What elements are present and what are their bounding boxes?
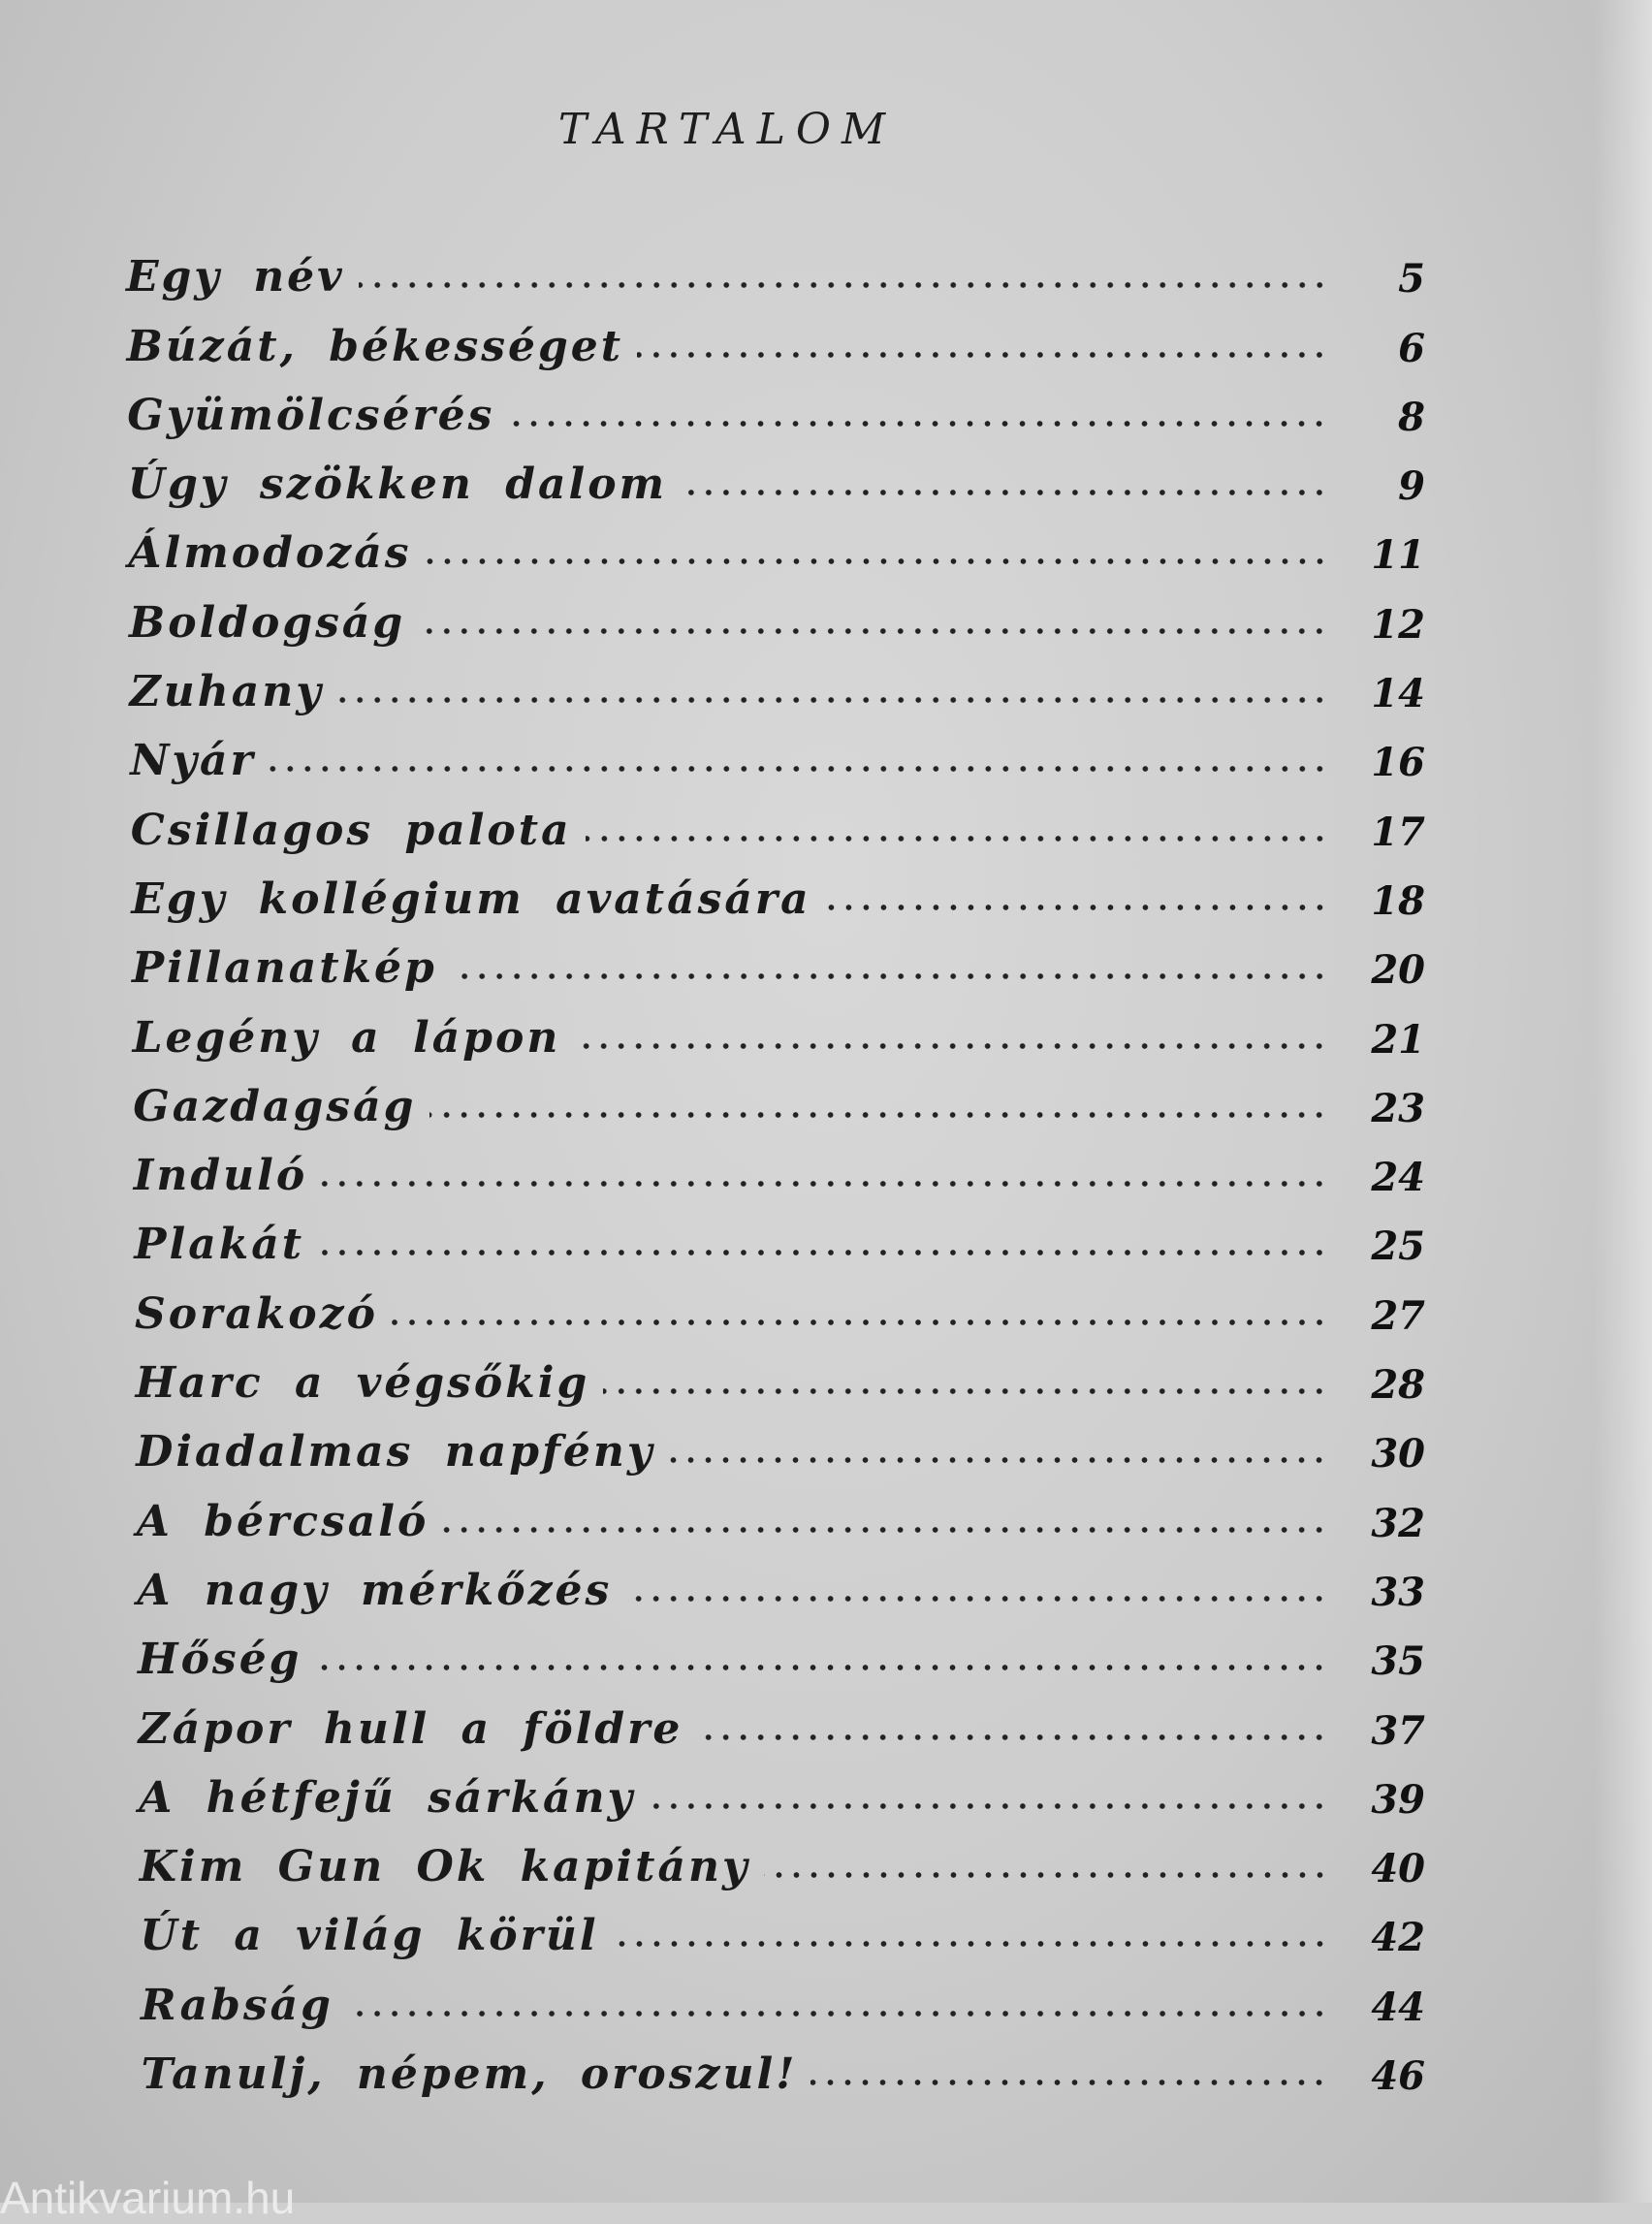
toc-entry-title: Csillagos palota <box>130 805 572 855</box>
dot-leader <box>625 1594 1328 1604</box>
dot-leader <box>603 1386 1328 1396</box>
toc-entry-page-number: 32 <box>1371 1500 1425 1546</box>
dot-leader <box>426 556 1328 566</box>
toc-entry-page-number: 6 <box>1398 325 1425 371</box>
dot-leader <box>764 1870 1328 1880</box>
toc-entry-title: Sorakozó <box>135 1288 378 1339</box>
toc-entry-title: Pillanatkép <box>132 943 437 994</box>
toc-entry-title: Rabság <box>141 1980 334 2030</box>
toc-entry-title: Út a világ körül <box>140 1911 599 1961</box>
toc-entry <box>126 855 1425 924</box>
toc-entry-title: Legény a lápon <box>132 1012 561 1063</box>
toc-entry-page-number: 17 <box>1371 809 1425 855</box>
toc-entry <box>126 371 1425 440</box>
dot-leader <box>270 764 1328 774</box>
toc-entry-title: Tanulj, népem, oroszul! <box>141 2049 798 2100</box>
toc-entry-page-number: 37 <box>1371 1707 1425 1754</box>
dot-leader <box>810 2078 1328 2087</box>
toc-entry <box>126 233 1425 302</box>
toc-entry <box>126 1063 1425 1131</box>
toc-entry <box>126 1200 1425 1269</box>
toc-entry-title: Hőség <box>138 1635 302 1685</box>
toc-entry <box>126 1477 1425 1545</box>
toc-entry-page-number: 8 <box>1398 394 1425 440</box>
toc-entry-page-number: 39 <box>1371 1776 1425 1823</box>
toc-entry-title: A hétfejű sárkány <box>139 1772 636 1823</box>
toc-entry-page-number: 16 <box>1371 740 1425 786</box>
dot-leader <box>429 1110 1328 1120</box>
toc-entry-title: Plakát <box>134 1220 305 1270</box>
toc-entry-page-number: 28 <box>1371 1362 1425 1409</box>
toc-entry-title: Boldogság <box>129 597 406 648</box>
toc-entry-page-number: 25 <box>1371 1223 1425 1270</box>
toc-entry-page-number: 40 <box>1371 1846 1425 1892</box>
toc-entry-page-number: 23 <box>1371 1085 1425 1131</box>
dot-leader <box>359 280 1328 290</box>
toc-entry-title: Zápor hull a földre <box>138 1703 683 1754</box>
toc-entry-title: Úgy szökken dalom <box>127 460 668 510</box>
toc-entry-page-number: 33 <box>1371 1569 1425 1615</box>
toc-entry <box>126 1823 1425 1891</box>
dot-leader <box>419 626 1328 636</box>
toc-entry-page-number: 30 <box>1371 1431 1425 1477</box>
toc-entry-page-number: 12 <box>1371 601 1425 648</box>
dot-leader <box>451 971 1328 981</box>
dot-leader <box>318 1248 1328 1257</box>
toc-entry-title: Induló <box>133 1151 308 1201</box>
toc-entry-page-number: 14 <box>1371 671 1425 717</box>
toc-entry <box>126 993 1425 1062</box>
toc-entry <box>126 1339 1425 1408</box>
dot-leader <box>613 1939 1328 1949</box>
toc-entry-page-number: 18 <box>1371 877 1425 924</box>
dot-leader <box>321 1179 1328 1189</box>
dot-leader <box>508 419 1328 429</box>
toc-entry-title: Búzát, békességet <box>126 321 624 371</box>
dot-leader <box>347 2009 1328 2018</box>
toc-entry-title: Harc a végsőkig <box>135 1358 590 1409</box>
toc-entry <box>126 578 1425 647</box>
toc-entry-page-number: 46 <box>1371 2053 1425 2100</box>
dot-leader <box>681 488 1328 497</box>
toc-entry <box>126 1754 1425 1823</box>
table-of-contents <box>126 233 1425 2099</box>
toc-entry-title: Egy név <box>126 252 345 302</box>
dot-leader <box>825 903 1328 912</box>
toc-entry-page-number: 27 <box>1371 1292 1425 1339</box>
toc-entry <box>126 716 1425 785</box>
toc-entry-page-number: 44 <box>1371 1984 1425 2030</box>
dot-leader <box>574 1041 1328 1051</box>
toc-entry-page-number: 42 <box>1371 1915 1425 1961</box>
toc-entry <box>126 1408 1425 1477</box>
toc-entry <box>126 1615 1425 1684</box>
toc-entry <box>126 1269 1425 1338</box>
toc-entry <box>126 1684 1425 1753</box>
toc-entry-page-number: 5 <box>1398 256 1425 302</box>
toc-entry <box>126 302 1425 370</box>
toc-entry-title: Gyümölcsérés <box>127 390 495 440</box>
toc-entry-title: Egy kollégium avatására <box>131 874 811 924</box>
toc-entry-title: Kim Gun Ok kapitány <box>139 1842 750 1892</box>
toc-entry <box>126 1546 1425 1615</box>
watermark: Antikvarium.hu <box>0 2173 296 2223</box>
toc-entry-title: Nyár <box>130 736 256 786</box>
toc-entry-title: Álmodozás <box>128 528 412 579</box>
dot-leader <box>586 834 1328 843</box>
dot-leader <box>637 350 1328 360</box>
dot-leader <box>668 1455 1328 1465</box>
toc-entry-page-number: 21 <box>1371 1016 1425 1063</box>
toc-entry <box>126 1960 1425 2029</box>
dot-leader <box>696 1732 1328 1742</box>
toc-entry-page-number: 35 <box>1371 1638 1425 1685</box>
toc-entry-title: A bércsaló <box>136 1496 429 1546</box>
toc-entry-page-number: 20 <box>1371 947 1425 994</box>
toc-entry <box>126 785 1425 854</box>
toc-entry-page-number: 24 <box>1371 1155 1425 1201</box>
dot-leader <box>392 1318 1328 1327</box>
toc-entry-page-number: 9 <box>1398 463 1425 510</box>
toc-entry-title: Gazdagság <box>133 1081 417 1131</box>
dot-leader <box>337 695 1328 705</box>
dot-leader <box>649 1801 1328 1811</box>
toc-entry <box>126 2030 1425 2099</box>
dot-leader <box>315 1663 1328 1672</box>
toc-entry <box>126 1891 1425 1960</box>
toc-entry <box>126 924 1425 993</box>
toc-entry-title: Zuhany <box>129 667 324 717</box>
toc-entry-title: A nagy mérkőzés <box>137 1565 613 1615</box>
toc-entry <box>126 440 1425 509</box>
toc-entry-title: Diadalmas napfény <box>136 1427 655 1477</box>
dot-leader <box>442 1525 1328 1535</box>
toc-entry-page-number: 11 <box>1371 532 1425 579</box>
toc-entry <box>126 648 1425 716</box>
page-title: TARTALOM <box>557 105 897 154</box>
toc-entry <box>126 1131 1425 1200</box>
toc-entry <box>126 509 1425 578</box>
